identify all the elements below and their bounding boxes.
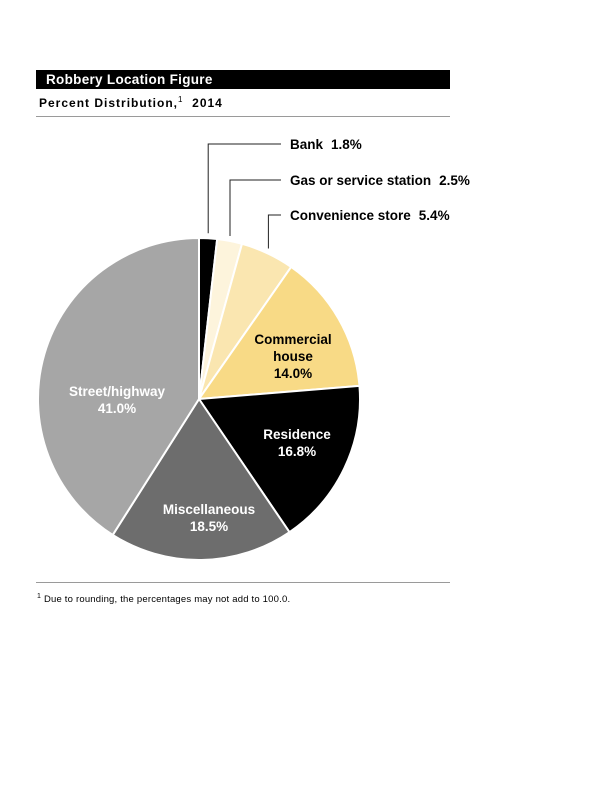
label-gas-or-service-station — [290, 173, 470, 188]
subtitle-year: 2014 — [192, 96, 223, 110]
subtitle-footnote-marker: 1 — [178, 95, 184, 104]
label-value-convenience-store: 5.4% — [418, 208, 450, 223]
label-name-bank: Bank — [290, 137, 324, 152]
label-name-gas-or-service-station: Gas or service station — [290, 173, 432, 188]
leader-line-bank — [208, 144, 281, 233]
label-value-gas-or-service-station: 2.5% — [439, 173, 470, 188]
leader-line-gas-or-service-station — [230, 180, 281, 236]
leader-line-convenience-store — [268, 215, 281, 249]
bottom-rule — [36, 582, 450, 583]
label-value-miscellaneous: 18.5% — [189, 519, 229, 534]
footnote-marker: 1 — [37, 593, 42, 600]
label-name-residence: Residence — [263, 427, 331, 442]
subtitle-text: Percent Distribution, — [39, 96, 179, 110]
label-value-bank: 1.8% — [331, 137, 362, 152]
footnote-text: Due to rounding, the percentages may not add to 100.0. — [43, 594, 291, 606]
label-convenience-store — [290, 208, 450, 223]
label-value-street-highway: 41.0% — [97, 401, 137, 416]
label-name-street-highway: Street/highway — [68, 384, 166, 399]
footnote — [37, 593, 290, 605]
label-bank — [290, 137, 362, 152]
label-value-commercial-house: 14.0% — [273, 366, 313, 381]
label-name-commercial-house-line-1: Commercial — [254, 332, 332, 347]
chart-title: Robbery Location Figure — [36, 70, 450, 89]
label-name-convenience-store: Convenience store — [290, 208, 411, 223]
label-name-miscellaneous: Miscellaneous — [162, 502, 256, 517]
label-name-commercial-house-line-2: house — [273, 349, 313, 364]
label-value-residence: 16.8% — [277, 444, 317, 459]
